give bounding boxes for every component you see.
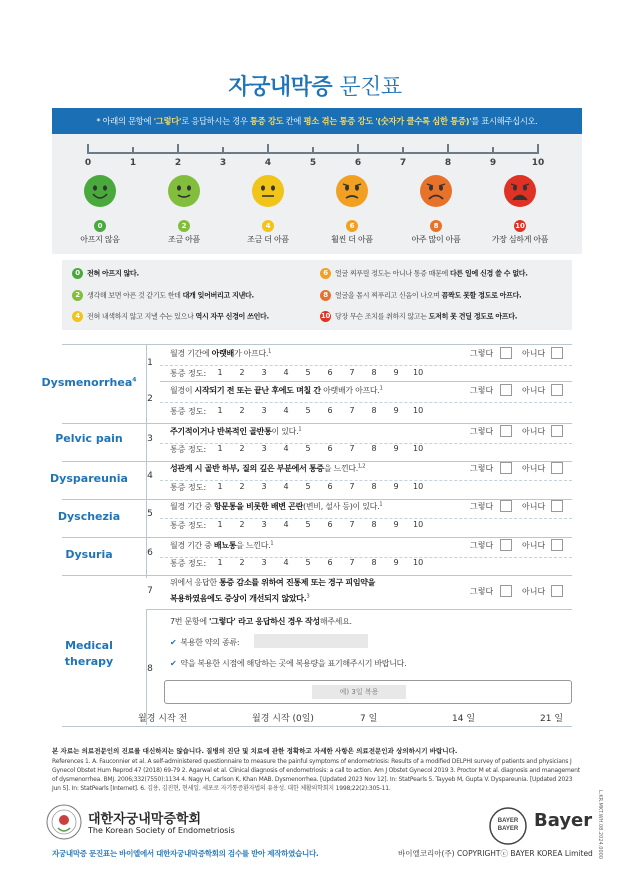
copyright: 바이엘코리아(주) COPYRIGHTⓒ BAYER KOREA Limited <box>398 849 593 858</box>
pain-intensity-option[interactable]: 5 <box>305 406 311 415</box>
yes-checkbox[interactable] <box>500 585 512 597</box>
no-label: 아니다 <box>522 386 546 395</box>
question-text-bold: 성관계 시 골반 하부, 질의 깊은 부분에서 통증 <box>170 464 324 473</box>
question-text <box>170 501 382 512</box>
check-icon: ✔ <box>170 638 177 647</box>
question-text-bold: 항문통을 비롯한 배변 곤란 <box>213 502 304 511</box>
yes-checkbox[interactable] <box>500 425 512 437</box>
scale-tick-label: 8 <box>444 158 452 168</box>
pain-intensity-option[interactable]: 3 <box>261 520 267 529</box>
pain-intensity-option[interactable]: 3 <box>261 444 267 453</box>
row-divider <box>160 518 572 519</box>
description-bold: 꼼짝도 못할 정도로 아프다. <box>441 291 522 300</box>
pain-intensity-option[interactable]: 4 <box>283 444 289 453</box>
pain-description-box <box>62 260 572 330</box>
scale-tick <box>402 147 404 153</box>
scale-tick <box>267 144 269 154</box>
question-text-post: 해주세요. <box>319 617 352 626</box>
question-text-post: 이 있다. <box>271 427 299 436</box>
yes-checkbox[interactable] <box>500 384 512 396</box>
pain-face-icon <box>83 174 117 208</box>
pain-scale <box>52 134 582 254</box>
bayer-logo-text-h: BAYER <box>497 818 519 824</box>
pain-level-badge: 10 <box>515 222 525 230</box>
pain-intensity-option[interactable]: 9 <box>393 368 399 377</box>
no-checkbox[interactable] <box>551 539 563 551</box>
no-checkbox[interactable] <box>551 425 563 437</box>
pain-level-badge: 8 <box>320 290 331 301</box>
pain-intensity-option[interactable]: 9 <box>393 558 399 567</box>
scale-tick-label: 3 <box>219 158 227 168</box>
no-label: 아니다 <box>522 541 546 550</box>
bayer-cross-logo <box>488 806 528 846</box>
pain-intensity-option[interactable]: 7 <box>349 558 355 567</box>
pain-intensity-option[interactable]: 6 <box>327 558 333 567</box>
pain-intensity-option[interactable]: 8 <box>371 520 377 529</box>
disclaimer: 본 자료는 의료전문인의 진료를 대신하지는 않습니다. 질병의 진단 및 치료에 관한 정확하고 자세한 사항은 의료전문인과 상의하시기 바랍니다. <box>52 747 458 755</box>
question-text <box>170 426 301 437</box>
pain-intensity-option[interactable]: 3 <box>261 558 267 567</box>
pain-intensity-option[interactable]: 6 <box>327 406 333 415</box>
category-text: Dysmenorrhea <box>41 376 133 389</box>
question-text <box>170 348 271 359</box>
yes-label: 그렇다 <box>470 349 494 358</box>
yes-checkbox[interactable] <box>500 500 512 512</box>
pain-intensity-option[interactable]: 3 <box>261 482 267 491</box>
pain-level-badge: 6 <box>320 268 331 279</box>
question-text-post: 가 아프다. <box>233 349 269 358</box>
pain-level-label: 조금 더 아픔 <box>247 235 289 244</box>
no-label: 아니다 <box>522 427 546 436</box>
row-divider <box>62 499 572 500</box>
question-number: 7 <box>147 586 153 596</box>
footnote-ref: 1 <box>379 501 383 508</box>
question-text-pre: 월경 기간에 <box>170 349 212 358</box>
pain-intensity-option[interactable]: 9 <box>393 444 399 453</box>
scale-tick <box>132 147 134 153</box>
no-checkbox[interactable] <box>551 500 563 512</box>
yes-checkbox[interactable] <box>500 462 512 474</box>
pain-level-badge: 4 <box>72 311 83 322</box>
pain-intensity-option[interactable]: 4 <box>283 520 289 529</box>
no-checkbox[interactable] <box>551 462 563 474</box>
description-bold: 다른 일에 신경 쓸 수 없다. <box>449 269 528 278</box>
row-divider <box>62 726 572 727</box>
yes-label: 그렇다 <box>470 464 494 473</box>
pain-intensity-option[interactable]: 1 <box>217 406 223 415</box>
timeline-label: 14 일 <box>452 714 476 724</box>
yes-label: 그렇다 <box>470 427 494 436</box>
question-number: 8 <box>147 664 153 674</box>
question-text-bold: 복용하였음에도 증상이 개선되지 않았다. <box>170 594 307 603</box>
question-number: 3 <box>147 434 153 444</box>
question-text <box>170 616 352 627</box>
timeline-label: 7 일 <box>360 714 378 724</box>
scale-tick <box>312 147 314 153</box>
pain-intensity-option[interactable]: 8 <box>371 406 377 415</box>
description-bold: 전혀 아프지 않다. <box>87 269 139 278</box>
pain-intensity-option[interactable]: 10 <box>413 406 424 415</box>
pain-intensity-option[interactable]: 7 <box>349 482 355 491</box>
pain-face-icon <box>419 174 453 208</box>
pain-level-badge: 0 <box>94 220 106 232</box>
row-divider <box>160 402 572 403</box>
pain-level-badge: 2 <box>178 220 190 232</box>
description-bold: 대개 잊어버리고 지낸다. <box>182 291 254 300</box>
row-divider <box>62 423 572 424</box>
pain-intensity-option[interactable]: 4 <box>283 482 289 491</box>
no-checkbox[interactable] <box>551 384 563 396</box>
yes-checkbox[interactable] <box>500 539 512 551</box>
category-label <box>34 548 144 561</box>
footnote-ref: 1 <box>268 348 272 355</box>
question-text-post: 을 느낀다. <box>323 464 359 473</box>
pain-intensity-option[interactable]: 2 <box>239 558 245 567</box>
pain-intensity-label: 통증 정도: <box>170 407 207 416</box>
category-label <box>34 432 144 445</box>
question-number: 6 <box>147 548 153 558</box>
footnote-ref: 1 <box>270 540 274 547</box>
pain-intensity-option[interactable]: 7 <box>349 406 355 415</box>
description-text: 얼굴 찌푸릴 정도는 아니나 통증 때문에 <box>335 269 450 278</box>
pain-intensity-option[interactable]: 1 <box>217 368 223 377</box>
pain-description <box>320 290 521 301</box>
scale-tick-label: 7 <box>399 158 407 168</box>
footnote-ref: 4 <box>132 376 137 384</box>
category-text: Dyschezia <box>57 510 121 523</box>
pain-intensity-option[interactable]: 5 <box>305 520 311 529</box>
pain-face-icon <box>251 174 285 208</box>
question-number: 2 <box>147 394 153 404</box>
pain-intensity-option[interactable]: 1 <box>217 520 223 529</box>
pain-intensity-label: 통증 정도: <box>170 559 207 568</box>
pain-intensity-option[interactable]: 2 <box>239 520 245 529</box>
pain-intensity-label: 통증 정도: <box>170 521 207 530</box>
yes-label: 그렇다 <box>470 386 494 395</box>
question-text <box>170 385 383 396</box>
footnote-ref: 1,2 <box>358 463 366 470</box>
yes-label: 그렇다 <box>470 587 494 596</box>
column-divider <box>146 609 147 725</box>
description-bold: 역시 자꾸 신경이 쓰인다. <box>195 312 269 321</box>
description-text: 당장 무슨 조치를 취하지 않고는 <box>335 312 429 321</box>
no-label: 아니다 <box>522 464 546 473</box>
pain-level-badge: 10 <box>320 312 331 320</box>
question-text-bold: '그렇다' 라고 응답하신 경우 작성 <box>209 617 320 626</box>
scale-tick <box>222 147 224 153</box>
pain-intensity-option[interactable]: 9 <box>393 406 399 415</box>
question-number: 4 <box>147 471 153 481</box>
question-text-pre: 월경이 <box>170 386 195 395</box>
pain-intensity-option[interactable]: 8 <box>371 558 377 567</box>
pain-intensity-option[interactable]: 8 <box>371 368 377 377</box>
pain-intensity-option[interactable]: 7 <box>349 520 355 529</box>
question-text-pre: 월경 기간 중 <box>170 502 214 511</box>
row-divider <box>160 557 572 558</box>
dosage-instruction <box>170 658 406 669</box>
pain-intensity-option[interactable]: 2 <box>239 482 245 491</box>
pain-description <box>72 311 269 322</box>
drug-type-text: 복용한 약의 종류: <box>180 638 240 647</box>
question-text-bold: 아랫배 <box>211 349 234 358</box>
question-number: 1 <box>147 358 153 368</box>
question-text <box>170 540 273 551</box>
scale-tick <box>87 144 89 154</box>
pain-level-badge: 6 <box>346 220 358 232</box>
question-text-pre: 월경 기간 중 <box>170 541 214 550</box>
pain-description <box>320 311 517 322</box>
pain-intensity-option[interactable]: 5 <box>305 482 311 491</box>
pain-intensity-option[interactable]: 10 <box>413 520 424 529</box>
question-text-bold: 주기적이거나 반복적인 골반통 <box>170 427 272 436</box>
pain-intensity-option[interactable]: 5 <box>305 558 311 567</box>
pain-intensity-option[interactable]: 4 <box>283 406 289 415</box>
pain-intensity-option[interactable]: 6 <box>327 368 333 377</box>
pain-intensity-option[interactable]: 1 <box>217 444 223 453</box>
pain-intensity-option[interactable]: 10 <box>413 368 424 377</box>
pain-intensity-option[interactable]: 10 <box>413 444 424 453</box>
row-divider <box>160 381 572 382</box>
category-text: Dyspareunia <box>50 472 128 485</box>
timeline-example: 예) 3일 복용 <box>312 685 406 699</box>
pain-face-icon <box>503 174 537 208</box>
bayer-brand: Bayer <box>534 810 593 831</box>
dosage-instruction-text: 약을 복용한 시점에 해당하는 곳에 복용량을 표기해주시기 바랍니다. <box>180 659 407 668</box>
scale-tick-label: 9 <box>489 158 497 168</box>
row-divider <box>62 537 572 538</box>
pain-level-label: 조금 아픔 <box>168 235 200 244</box>
no-label: 아니다 <box>522 349 546 358</box>
row-divider <box>146 609 572 610</box>
bayer-logo-text-v: BAYER <box>497 826 519 832</box>
drug-type-label <box>170 637 239 648</box>
pain-level-badge: 4 <box>262 220 274 232</box>
pain-intensity-option[interactable]: 2 <box>239 406 245 415</box>
question-text-bold: 시작되기 전 또는 끝난 후에도 며칠 간 <box>194 386 321 395</box>
pain-intensity-option[interactable]: 2 <box>239 444 245 453</box>
yes-checkbox[interactable] <box>500 347 512 359</box>
description-text: 생각해 보면 아픈 것 같기도 한데 <box>87 291 183 300</box>
pain-description <box>72 290 254 301</box>
pain-intensity-option[interactable]: 5 <box>305 368 311 377</box>
timeline-label: 월경 시작 전 <box>138 714 188 724</box>
pain-level-label: 가장 심하게 아픔 <box>491 235 549 244</box>
scale-tick-label: 10 <box>531 158 545 168</box>
category-text: Pelvic pain <box>55 432 123 445</box>
pain-level-badge: 0 <box>72 268 83 279</box>
yes-label: 그렇다 <box>470 541 494 550</box>
question-text-post: (변비, 설사 등)이 있다. <box>303 502 380 511</box>
question-text-post: 아랫배가 아프다. <box>320 386 380 395</box>
pain-intensity-option[interactable]: 1 <box>217 482 223 491</box>
question-number: 5 <box>147 509 153 519</box>
question-text-bold: 배뇨통 <box>213 541 237 550</box>
pain-level-label: 훨씬 더 아픔 <box>331 235 373 244</box>
footnote-ref: 3 <box>306 593 310 600</box>
pain-intensity-option[interactable]: 6 <box>327 444 333 453</box>
pain-intensity-option[interactable]: 7 <box>349 444 355 453</box>
pain-intensity-option[interactable]: 5 <box>305 444 311 453</box>
pain-face-icon <box>335 174 369 208</box>
instruction-banner: * 아래의 문항에 '그렇다'로 응답하시는 경우 통증 강도 칸에 평소 겪는 통증 강도 '(숫자가 클수록 심한 통증)'를 표시해주십시오. <box>52 108 582 134</box>
pain-level-label: 아주 많이 아픔 <box>411 235 461 244</box>
references: References 1. A. Fauconnier et al. A self-administered questionnaire to measure the painful symptoms of endometriosis: Results of a modified DELPHI survey of patients and physicians J Gynecol Obstet Hum Reprod 47 (2018) 69-79 2. Agarwal et al. Clinical diagnosis of endometriosis: a call to action. Am J Obstet Gynecol 2019 3. Proctor M et al. diagnosis and management of dysmenorrhea. BMJ. 2006;332(7550):1134 4. Nagy H, Carlson K, Khan MAB. Dysmenorrhea. [Updated 2023 Nov 12]. In: StatPearls 5. Tayyeb M, Gupta V. Dyspareunia. [Updated 2023 Jun 5]. In: StatPearls [Internet]. 6. 김용, 김진현, 현세일. 세포로 자기통증환자법의 유용성. 대한 체활의학회지 1998;22(2):305-11. <box>52 758 580 792</box>
footnote-ref: 1 <box>379 385 383 392</box>
question-text-bold: 통증 감소를 위하여 진통제 또는 경구 피임약을 <box>219 578 376 587</box>
timeline-label: 21 일 <box>540 714 564 724</box>
pain-level-badge: 2 <box>72 290 83 301</box>
pain-intensity-label: 통증 정도: <box>170 483 207 492</box>
description-text: 전혀 내색하지 않고 지낼 수는 있으나 <box>87 312 196 321</box>
question-text <box>170 463 365 474</box>
row-divider <box>160 480 572 481</box>
scale-tick-label: 0 <box>84 158 92 168</box>
row-divider <box>160 365 572 366</box>
pain-intensity-option[interactable]: 4 <box>283 368 289 377</box>
pain-intensity-option[interactable]: 6 <box>327 482 333 491</box>
pain-description <box>72 268 139 279</box>
pain-intensity-option[interactable]: 10 <box>413 558 424 567</box>
pain-intensity-option[interactable]: 7 <box>349 368 355 377</box>
pain-intensity-option[interactable]: 3 <box>261 406 267 415</box>
row-divider <box>160 443 572 444</box>
scale-tick <box>357 144 359 154</box>
pain-face-icon <box>167 174 201 208</box>
description-text: 얼굴을 몹시 찌푸리고 신음이 나오며 <box>335 291 442 300</box>
scale-tick-label: 6 <box>354 158 362 168</box>
scale-tick-label: 5 <box>309 158 317 168</box>
scale-tick-label: 1 <box>129 158 137 168</box>
page-title: 자궁내막증 문진표 <box>228 75 402 100</box>
category-label <box>34 510 144 523</box>
pain-level-badge: 8 <box>430 220 442 232</box>
scale-tick <box>492 147 494 153</box>
question-text-post: 을 느낀다. <box>236 541 271 550</box>
pain-intensity-option[interactable]: 6 <box>327 520 333 529</box>
pain-intensity-label: 통증 정도: <box>170 445 207 454</box>
scale-tick-label: 2 <box>174 158 182 168</box>
pain-intensity-option[interactable]: 4 <box>283 558 289 567</box>
footer-note: 자궁내막증 문진표는 바이엘에서 대한자궁내막증학회의 검수를 받아 제작하였습니다. <box>52 849 319 858</box>
question-text-pre: 7번 문항에 <box>170 617 209 626</box>
no-label: 아니다 <box>522 502 546 511</box>
doc-code: L.KR.MKT.WH.08.2024.0000 <box>597 790 603 859</box>
timeline-label: 월경 시작 (0일) <box>252 714 314 724</box>
pain-intensity-option[interactable]: 2 <box>239 368 245 377</box>
check-icon: ✔ <box>170 659 177 668</box>
row-divider <box>62 344 572 345</box>
no-label: 아니다 <box>522 587 546 596</box>
row-divider <box>62 575 572 576</box>
pain-intensity-option[interactable]: 3 <box>261 368 267 377</box>
society-name-ko: 대한자궁내막증학회 <box>88 812 202 827</box>
pain-level-label: 아프지 않음 <box>80 235 120 244</box>
footnote-ref: 1 <box>298 426 302 433</box>
yes-label: 그렇다 <box>470 502 494 511</box>
pain-intensity-option[interactable]: 1 <box>217 558 223 567</box>
scale-tick <box>447 144 449 154</box>
no-checkbox[interactable] <box>551 347 563 359</box>
question-text-pre: 위에서 응답한 <box>170 578 220 587</box>
category-label <box>34 472 144 485</box>
category-text: Dysuria <box>65 548 113 561</box>
society-name-en: The Korean Society of Endometriosis <box>88 826 235 835</box>
society-logo <box>46 804 82 840</box>
question-text <box>170 577 375 588</box>
drug-type-input[interactable] <box>254 634 368 648</box>
scale-tick <box>177 144 179 154</box>
category-label <box>34 638 144 670</box>
no-checkbox[interactable] <box>551 585 563 597</box>
category-text: therapy <box>64 655 114 668</box>
category-text: Medical <box>65 639 113 652</box>
pain-intensity-option[interactable]: 9 <box>393 520 399 529</box>
pain-description <box>320 268 528 279</box>
pain-intensity-option[interactable]: 8 <box>371 482 377 491</box>
pain-intensity-label: 통증 정도: <box>170 369 207 378</box>
pain-intensity-option[interactable]: 8 <box>371 444 377 453</box>
pain-intensity-option[interactable]: 10 <box>413 482 424 491</box>
pain-intensity-option[interactable]: 9 <box>393 482 399 491</box>
row-divider <box>62 461 572 462</box>
question-text <box>170 593 309 604</box>
scale-tick <box>537 144 539 154</box>
description-bold: 도저히 못 견딜 정도로 아프다. <box>428 312 518 321</box>
category-label <box>34 376 144 389</box>
scale-tick-label: 4 <box>264 158 272 168</box>
